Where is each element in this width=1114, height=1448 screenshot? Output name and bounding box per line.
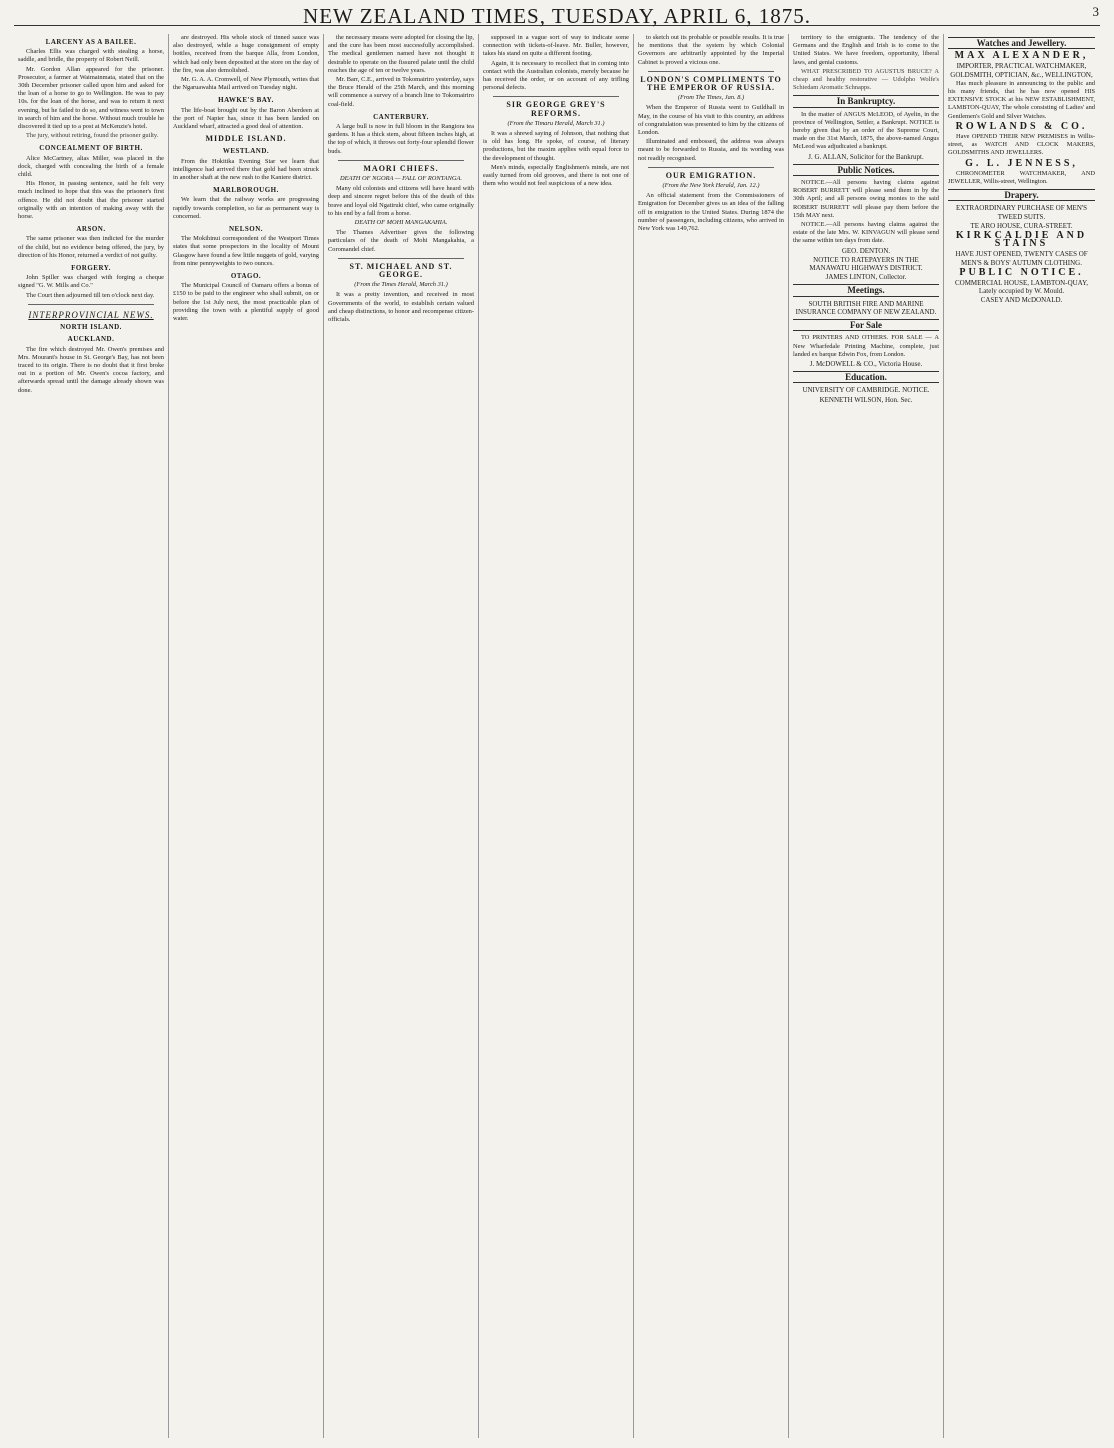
notice-signature: J. G. ALLAN, Solicitor for the Bankrupt. (808, 152, 924, 161)
paragraph: Charles Ellis was charged with stealing a horse, saddle, and bridle, the property of Robert Neill. (18, 48, 164, 64)
divider (28, 304, 154, 305)
notice-heading: SOUTH BRITISH FIRE AND MARINE INSURANCE COMPANY OF NEW ZEALAND. (795, 299, 937, 316)
paragraph: the necessary means were adopted for closing the lip, and the cure has been most successfully accomplished. The medical gentlemen named have not thought it desirable to operate on the fissured palate until the child reaches the age of ten or twelve years. (328, 34, 474, 74)
advertisement-note: WHAT PRESCRIBED TO AGUSTUS BRUCE? A cheap and healthy restorative — Udolpho Wolfe's Schiedam Aromatic Schnapps. (793, 67, 939, 92)
ad-title: PUBLIC NOTICE. (959, 266, 1084, 278)
column-2 (169, 34, 324, 1438)
headline: NELSON. (228, 225, 264, 234)
paragraph: An official statement from the Commissioners of Emigration for December gives us an idea of the falling off in emigration to the United States. During 1874 the number of passengers, including citizens, who arrived in New York was 149,762. (638, 192, 784, 233)
paragraph: The Court then adjourned till ten o'clock next day. (26, 291, 155, 299)
divider (648, 167, 774, 168)
paragraph: Mr. Barr, C.E., arrived in Tokomairiro yesterday, says the Bruce Herald of the 25th March, and this morning will commence a survey of a branch line to Tokomairiro coal-field. (328, 76, 474, 108)
ad-section-heading: Public Notices. (793, 164, 939, 176)
notice-text: In the matter of ANGUS McLEOD, of Ayelin, in the province of Wellington, Settler, a Bankrupt. NOTICE is hereby given that by an order of the Supreme Court, made on the 31st March, 1875, the above-named Angus McLeod was adjudicated a bankrupt. (793, 110, 939, 151)
ad-subtitle: IMPORTER, PRACTICAL WATCHMAKER, GOLDSMITH, OPTICIAN, &c., WELLINGTON, (950, 62, 1093, 79)
paragraph: supposed in a vague sort of way to indicate some connection with tickets-of-leave. Mr. Buller, however, takes his stand on quite a different footing. (483, 34, 629, 58)
notice-text: TO PRINTERS AND OTHERS. FOR SALE — A New Wharfedale Printing Machine, complete, just landed ex barque Edwin Fox, from London. (793, 334, 939, 358)
paragraph: The same prisoner was then indicted for the murder of the child, but no evidence being offered, the jury, by direction of his Honor, returned a verdict of not guilty. (18, 235, 164, 259)
paragraph: It was a shrewd saying of Johnson, that nothing that is old has long. He spoke, of course, of literary productions, but the maxim applies with equal force to the development of thought. (483, 130, 629, 162)
ad-subtitle: TE ARO HOUSE, CURA-STREET. (970, 221, 1073, 230)
section-heading: ST. MICHAEL AND ST. GEORGE. (349, 261, 453, 280)
headline: CANTERBURY. (373, 112, 429, 121)
ad-text: Have OPENED THEIR NEW PREMISES in Willis-street, as WATCH AND CLOCK MAKERS, GOLDSMITHS AND JEWELLERS. (948, 133, 1095, 157)
notice-signature: GEO. DENTON. (841, 246, 891, 255)
column-4 (479, 34, 634, 1438)
paragraph: His Honor, in passing sentence, said he felt very much inclined to hope that this was the prisoner's first offence. He did not doubt that the prisoner started originally with an intention of making away with the horse. (18, 180, 164, 221)
paragraph: John Spiller was charged with forging a cheque signed "G. W. Mills and Co." (18, 274, 164, 290)
ad-section-heading: For Sale (793, 319, 939, 331)
section-heading: MAORI CHIEFS. (363, 163, 439, 173)
subheading: (From the Times Herald, March 31.) (354, 281, 448, 289)
paragraph: to sketch out its probable or possible results. It is true he mentions that the system by which Colonial Governors are arbitrarily appointed by the Imperial Cabinet is proved a vicious one. (638, 34, 784, 66)
paragraph: Again, it is necessary to recollect that in coming into contact with the Australian colonists, merely because he has received the order, or on account of any trifling personal defects. (483, 59, 629, 92)
ad-title: ROWLANDS & CO. (955, 120, 1088, 132)
ad-heading: COMMERCIAL HOUSE, LAMBTON-QUAY, Lately occupied by W. Mould. (954, 279, 1088, 296)
divider (648, 71, 774, 72)
section-heading: MIDDLE ISLAND. (205, 134, 287, 144)
subheading: DEATH OF NGORA — FALL OF RONTANGA. (340, 175, 462, 183)
ad-section-heading: Drapery. (948, 189, 1095, 201)
ad-title: G. L. JENNESS, (965, 157, 1078, 169)
headline: HAWKE'S BAY. (218, 96, 274, 105)
ad-signature: CASEY AND McDONALD. (980, 296, 1063, 305)
paragraph: The jury, without retiring, found the prisoner guilty. (26, 132, 159, 140)
paragraph: We learn that the railway works are progressing rapidly towards completion, so far as permanent way is concerned. (173, 196, 319, 220)
paragraph: A large bull is now in full bloom in the Rangiora tea gardens. It has a thick stem, about fifteen inches high, at the top of which, it throws out forty-four splendid flower buds. (328, 123, 474, 155)
notice-text: NOTICE.—All persons having claims against ROBERT BURRETT will please send them in by the 30th April; and all persons owing monies to the said ROBERT BURRETT will please pay them before the 15th MAY next. (793, 179, 939, 219)
ad-heading: EXTRAORDINARY PURCHASE OF MEN'S TWEED SUITS. (955, 204, 1088, 221)
notice-signature: KENNETH WILSON, Hon. Sec. (819, 395, 913, 404)
section-heading: LONDON'S COMPLIMENTS TO THE EMPEROR OF RUSSIA. (640, 74, 782, 93)
divider (338, 160, 464, 161)
notice-heading: NOTICE TO RATEPAYERS IN THE MANAWATU HIGHWAYS DISTRICT. (809, 255, 923, 273)
column-7 (944, 34, 1099, 1438)
columns (14, 34, 1100, 1438)
column-3 (324, 34, 479, 1438)
headline: FORGERY. (71, 264, 111, 273)
notice-signature: JAMES LINTON, Collector. (825, 273, 907, 282)
column-5 (634, 34, 789, 1438)
headline: MARLBOROUGH. (213, 186, 279, 195)
paragraph: It was a pretty invention, and received in most Governments of the world, to establish certain valued and cheap distinctions, to honor and recompense citizen-officials. (328, 291, 474, 324)
paragraph: The Thames Advertiser gives the following particulars of the death of Mohi Mangakahia, a Coromandel chief. (328, 229, 474, 253)
ad-title: MAX ALEXANDER, (954, 50, 1089, 62)
headline: AUCKLAND. (67, 335, 115, 344)
paragraph: Men's minds, especially Englishmen's minds, are not easily turned from old grooves, and there is not one of them who would not feel suspicious of a new idea. (483, 163, 629, 188)
subheading: (From the New York Herald, Jan. 12.) (662, 182, 760, 190)
paragraph: Alice McCartney, alias Miller, was placed in the dock, charged with concealing the birth of a female child. (18, 154, 164, 179)
paragraph: Mr. Gordon Allan appeared for the prisoner. Prosecutor, a farmer at Waimainmata, stated that on the 30th December prisoner called upon him and asked for the loan of a horse to go to Wellington. He was to pay 10s. for the loan of the horse, and was to return it next evening, but he failed to do so, and witness went to town in search of him and the horse. Without much trouble he discovered it tied up to a post at McKenzie's hotel. (18, 65, 164, 131)
section-heading: OUR EMIGRATION. (665, 170, 757, 180)
headline: ARSON. (76, 225, 106, 234)
paragraph: From the Hokitika Evening Star we learn that intelligence had arrived there that gold had been struck in another shaft at the new rush to the Kaniere district. (173, 157, 319, 182)
ad-text: CHRONOMETER WATCHMAKER, AND JEWELLER, Willis-street, Wellington. (948, 169, 1095, 186)
paragraph: territory to the emigrants. The tendency of the Germans and the English and Irish is to come to the United States. We have freedom, opportunity, liberal laws, and genial customs. (793, 34, 939, 66)
column-6 (789, 34, 944, 1438)
notice-text: NOTICE.—All persons having claims against the estate of the late Mrs. W. KINVAGUN will please send the same within ten days from date. (793, 221, 939, 245)
ad-section-heading: Education. (793, 371, 939, 383)
paragraph: The Mokihinui correspondent of the Westport Times states that some prospectors in the locality of Mount Glasgow have found a few little nuggets of gold, varying from nine pennyweights to two ounces. (173, 235, 319, 267)
ad-text: Has much pleasure in announcing to the public and his many friends, that he has now opened HIS EXTENSIVE STOCK at his NEW ESTABLISHMENT, LAMBTON-QUAY, The whole consisting of Ladies' and Gentlemen's Gold and Silver Watches. (948, 79, 1095, 120)
headline: WESTLAND. (222, 147, 270, 156)
ad-heading: HAVE JUST OPENED, TWENTY CASES OF MEN'S & BOYS' AUTUMN CLOTHING. (955, 250, 1088, 267)
paragraph: When the Emperor of Russia went to Guildhall in May, in the course of his visit to this country, an address of congratulation was presented to him by the citizens of London. (638, 104, 784, 137)
divider (338, 258, 464, 259)
newspaper-title: NEW ZEALAND TIMES, TUESDAY, APRIL 6, 1875. (303, 4, 811, 28)
subheading: DEATH OF MOHI MANGAKAHIA. (354, 219, 448, 227)
headline: LARCENY AS A BAILEE. (45, 38, 137, 46)
headline: NORTH ISLAND. (60, 323, 122, 332)
notice-heading: UNIVERSITY OF CAMBRIDGE. NOTICE. (802, 386, 930, 395)
divider (493, 96, 619, 97)
subheading: (From the Timaru Herald, March 31.) (507, 119, 605, 127)
subheading: (From The Times, Jan. 8.) (677, 94, 745, 102)
ad-title: KIRKCALDIE AND STAINS (955, 230, 1088, 250)
section-heading: SIR GEORGE GREY'S REFORMS. (506, 100, 606, 118)
notice-signature: J. McDOWELL & CO., Victoria House. (809, 359, 923, 368)
paragraph: The Municipal Council of Oamaru offers a bonus of £150 to be paid to the engineer who shall submit, on or before the 1st July next, the most practicable plan of providing the town with a plentiful supply of good water. (173, 282, 319, 323)
section-heading: INTERPROVINCIAL NEWS. (28, 309, 154, 320)
masthead (14, 4, 1100, 26)
ad-section-heading: Watches and Jewellery. (948, 37, 1095, 49)
headline: CONCEALMENT OF BIRTH. (39, 144, 143, 153)
ad-section-heading: In Bankruptcy. (793, 95, 939, 107)
paragraph: Illuminated and embossed, the address was always meant to be forwarded to Russia, and its wording was not readily recognised. (638, 138, 784, 162)
column-1 (14, 34, 169, 1438)
ad-section-heading: Meetings. (793, 284, 939, 296)
paragraph: Mr. G. A. A. Cromwell, of New Plymouth, writes that the Ngaruawahia Mail arrived on Tuesday night. (173, 76, 319, 92)
paragraph: The life-boat brought out by the Baron Aberdeen at the port of Napier has, since it has been landed on Auckland wharf, attracted a good deal of attention. (173, 106, 319, 131)
paragraph: Many old colonists and citizens will have heard with deep and sincere regret before this of the death of this brave and loyal old Ngatiruki chief, who came originally to his end by a fall from a horse. (328, 185, 474, 217)
headline: OTAGO. (230, 272, 262, 281)
paragraph: The fire which destroyed Mr. Owen's premises and Mrs. Mourant's house in St. George's Bay, has not been traced to its origin. There is no doubt that it first broke out in a portion of Mr. Owen's cocoa factory, and afterwards spread until the damage already shown was done. (18, 345, 164, 394)
paragraph: are destroyed. His whole stock of tinned sauce was also destroyed, while a huge consignment of empty bottles, received from the barque Alla, from London, which had only been deposited at the store on the day of the fire, was also demolished. (173, 34, 319, 74)
page-number: 3 (1092, 4, 1100, 19)
